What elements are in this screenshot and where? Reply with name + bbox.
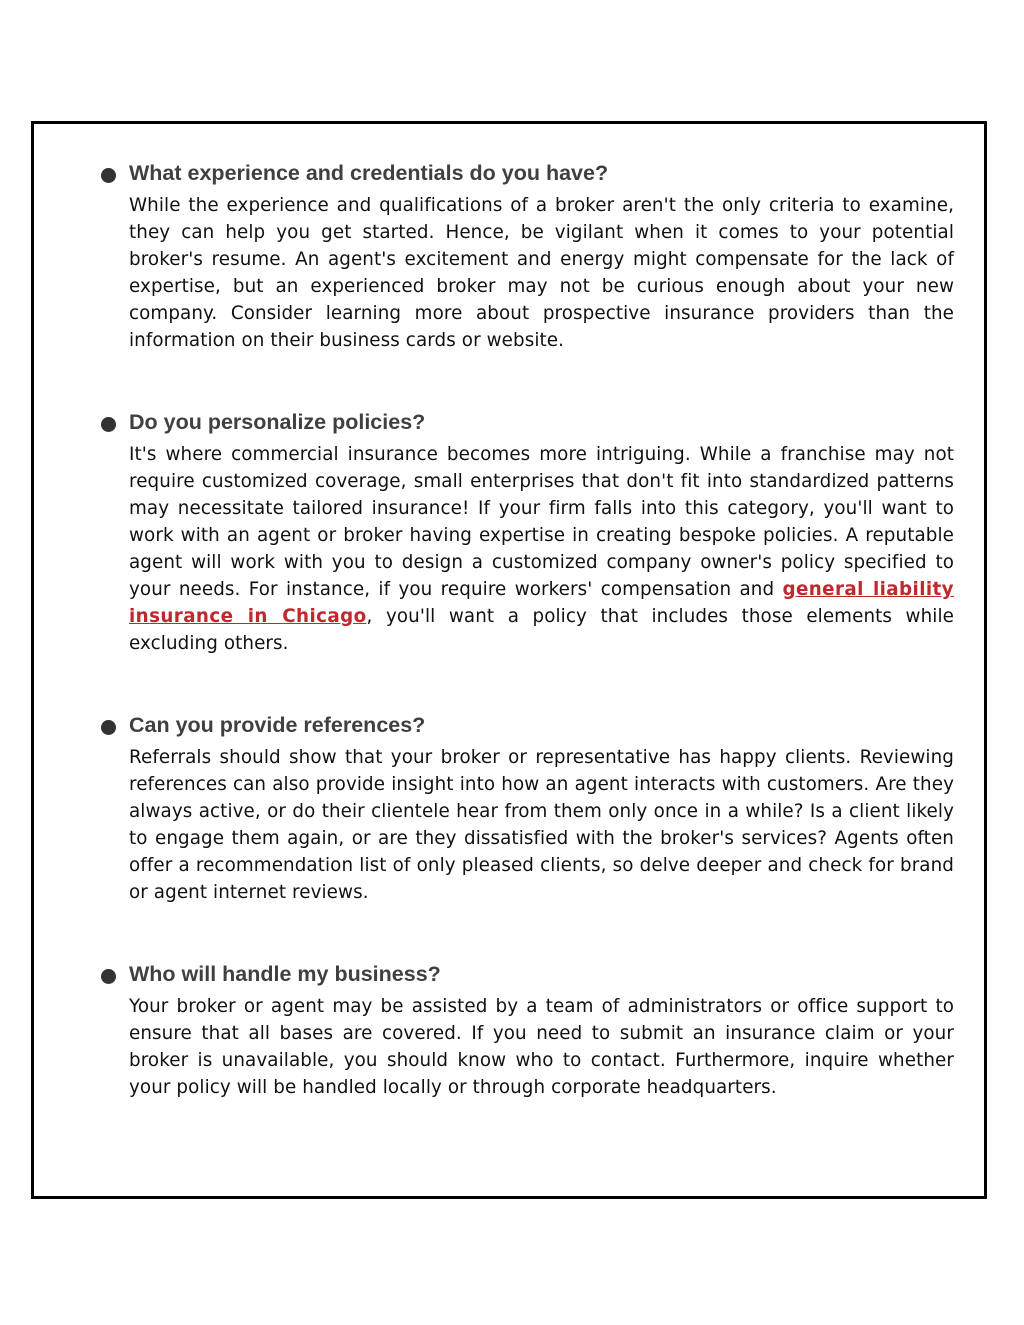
faq-body: While the experience and qualifications of a broker aren't the only criteria to examine, they can help you get started. Hence, be vigilant when it comes to your potential broker's resume. An agent's excitement and energy might compensate for the lack of expertise, but an experienced broker may not be curious enough about your new company. Consider learning more about prospective insurance providers than the information on their business cards or website. (129, 195, 954, 351)
faq-heading-row (98, 960, 954, 988)
faq-body-after-link: , you'll want a policy that includes those elements while excluding others. (129, 606, 954, 654)
faq-heading-row (98, 711, 954, 739)
bullet-icon (101, 969, 116, 984)
general-liability-insurance-link[interactable]: general liability insurance in Chicago (129, 579, 954, 627)
faq-heading-row (98, 159, 954, 187)
faq-heading: Who will handle my business? (129, 962, 441, 986)
faq-heading: What experience and credentials do you have? (129, 161, 609, 185)
bullet-icon (101, 168, 116, 183)
faq-body-before-link: It's where commercial insurance becomes more intriguing. While a franchise may not require customized coverage, small enterprises that don't fit into standardized patterns may necessitate tailored insurance! If your firm falls into this category, you'll want to work with an agent or broker having expertise in creating bespoke policies. A reputable agent will work with you to design a customized company owner's policy specified to your needs. For instance, if you require workers' compensation and (129, 444, 954, 600)
bullet-icon (101, 720, 116, 735)
bullet-icon (101, 417, 116, 432)
faq-heading: Do you personalize policies? (129, 410, 426, 434)
faq-body: Your broker or agent may be assisted by a team of administrators or office support to ensure that all bases are covered. If you need to submit an insurance claim or your broker is unavailable, you should know who to contact. Furthermore, inquire whether your policy will be handled locally or through corporate headquarters. (129, 996, 954, 1098)
faq-body: Referrals should show that your broker or representative has happy clients. Reviewing references can also provide insight into how an agent interacts with customers. Are they always active, or do their clientele hear from them only once in a while? Is a client likely to engage them again, or are they dissatisfied with the broker's services? Agents often offer a recommendation list of only pleased clients, so delve deeper and check for brand or agent internet reviews. (129, 747, 954, 903)
faq-heading: Can you provide references? (129, 713, 426, 737)
faq-section-references (98, 711, 954, 906)
faq-section-personalize (98, 408, 954, 657)
faq-body (129, 441, 954, 657)
faq-section-experience (98, 159, 954, 354)
faq-heading-row (98, 408, 954, 436)
faq-section-handle-business (98, 960, 954, 1101)
